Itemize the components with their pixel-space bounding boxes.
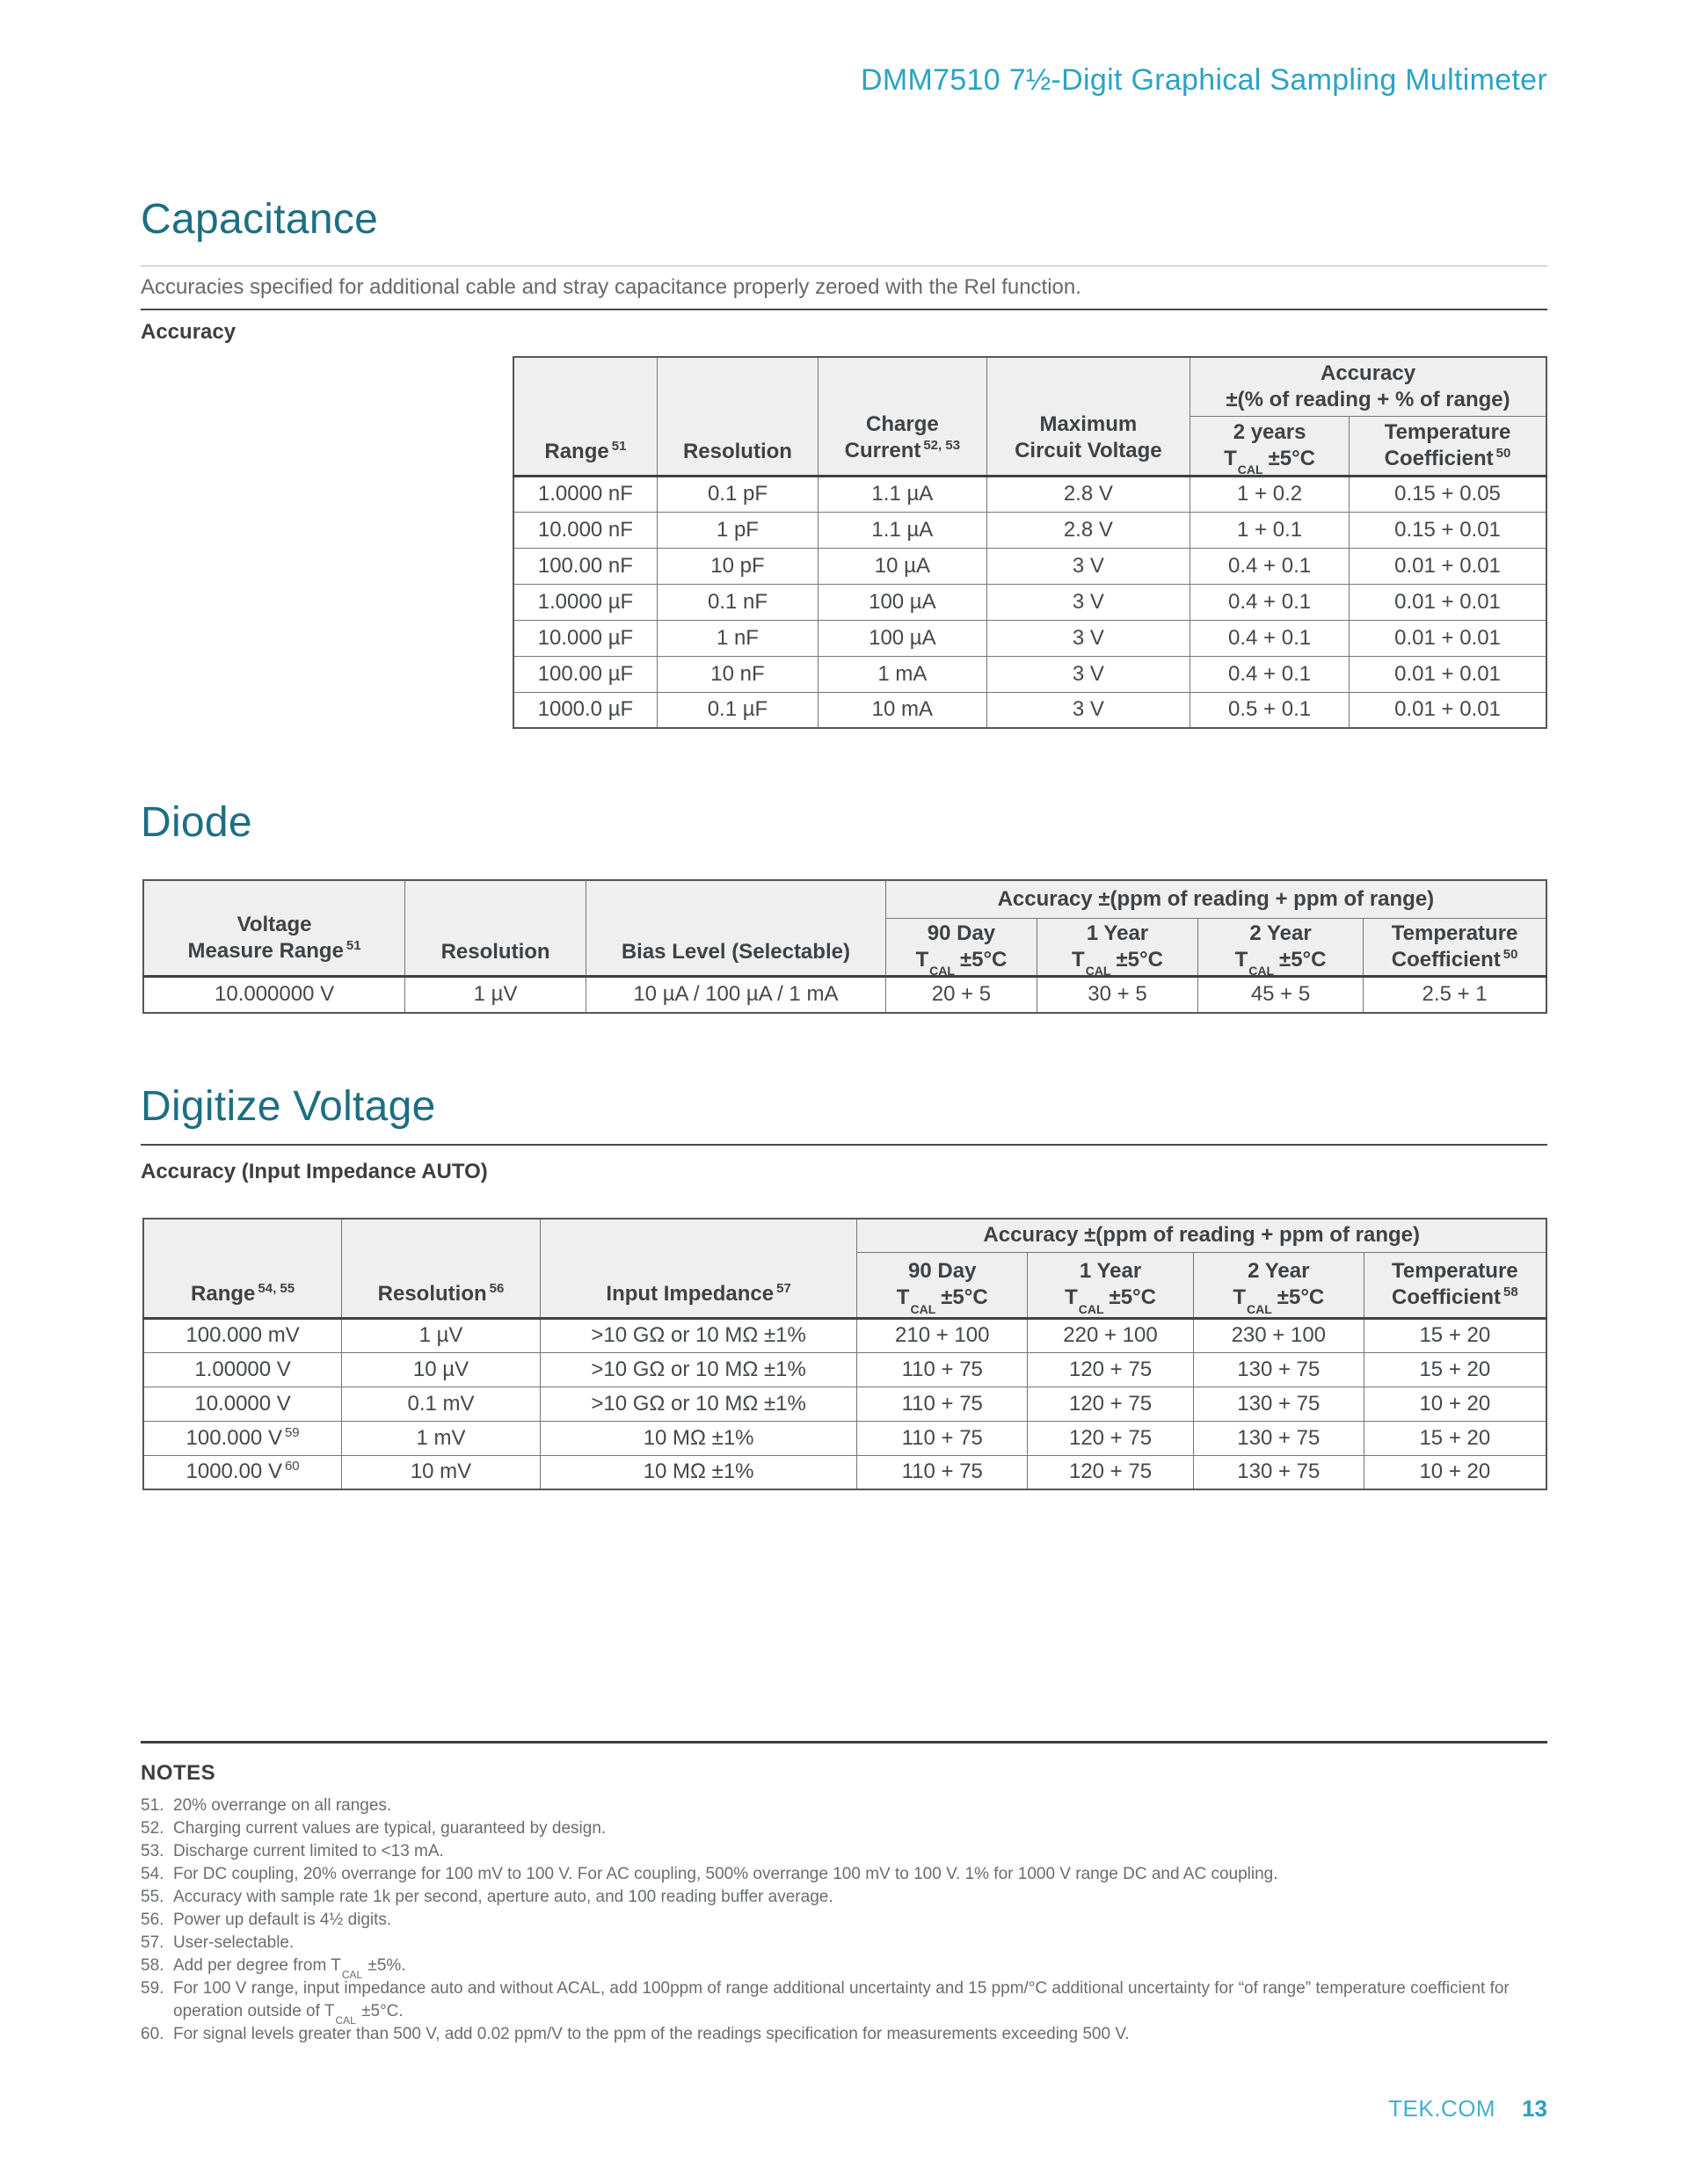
cell: 0.15 + 0.01	[1350, 512, 1546, 548]
cell: 1 µV	[405, 976, 586, 1013]
cell: 15 + 20	[1364, 1318, 1546, 1352]
table-row	[513, 584, 1546, 620]
cell: 10 mA	[819, 692, 987, 728]
cell: 0.5 + 0.1	[1190, 692, 1350, 728]
cell: 1 mA	[819, 656, 987, 692]
note-item: 52. Charging current values are typical, guaranteed by design.	[141, 1819, 607, 1838]
header-cell-range: Range $^{51}$	[513, 357, 657, 476]
cell: 210 + 100	[857, 1318, 1028, 1352]
cell: 3 V	[986, 620, 1190, 656]
cell: 10 MΩ ±1%	[540, 1421, 857, 1455]
note-item: 51. 20% overrange on all ranges.	[141, 1796, 392, 1815]
header-cell-2-year: 2 Year $T_{CAL} \pm 5^\circ C$	[1193, 1252, 1364, 1318]
table-row	[513, 512, 1546, 548]
cell: 10.0000 V	[143, 1387, 342, 1421]
cell: 100 µA	[819, 584, 987, 620]
cell: 20 + 5	[885, 976, 1037, 1013]
cell: 3 V	[986, 692, 1190, 728]
cell: 10.000 nF	[513, 512, 657, 548]
cell: 130 + 75	[1193, 1455, 1364, 1489]
digitize-accuracy-subheading: Accuracy (Input Impedance AUTO)	[141, 1160, 488, 1183]
cell: 1.1 µA	[819, 512, 987, 548]
cell: 130 + 75	[1193, 1421, 1364, 1455]
cell: 1 nF	[657, 620, 818, 656]
cell: 100.000 mV	[143, 1318, 342, 1352]
cell: 10 + 20	[1364, 1455, 1546, 1489]
header-cell-accuracy-group: Accuracy ±(% of reading + % of range)	[1190, 357, 1546, 416]
cell: >10 GΩ or 10 MΩ ±1%	[540, 1352, 857, 1387]
table-row	[513, 620, 1546, 656]
cell: 1.0000 µF	[513, 584, 657, 620]
cell: 10 pF	[657, 548, 818, 584]
cell: 100.000 V $^{59}$	[143, 1421, 342, 1455]
cell: 10 mV	[342, 1455, 541, 1489]
notes-list	[141, 1795, 1565, 2046]
cell: 0.1 mV	[342, 1387, 541, 1421]
header-cell-90-day: 90 Day $T_{CAL} \pm 5^\circ C$	[857, 1252, 1028, 1318]
section-title-diode: Diode	[141, 799, 252, 846]
cell: 120 + 75	[1028, 1352, 1194, 1387]
capacitance-description: Accuracies specified for additional cable and stray capacitance properly zeroed with the Rel function.	[141, 275, 1081, 299]
divider	[141, 1741, 1547, 1744]
cell: 0.1 pF	[657, 476, 818, 512]
cell: 120 + 75	[1028, 1455, 1194, 1489]
cell: 130 + 75	[1193, 1387, 1364, 1421]
cell: 3 V	[986, 656, 1190, 692]
cell: 45 + 5	[1197, 976, 1363, 1013]
header-cell-2-year: 2 Year $T_{CAL} \pm 5^\circ C$	[1197, 918, 1363, 976]
header-cell-temperature-coefficient: Temperature Coefficient $^{50}$	[1350, 416, 1546, 476]
cell: 100.00 nF	[513, 548, 657, 584]
header-cell-voltage-measure-range: Voltage Measure Range $^{51}$	[143, 880, 405, 976]
cell: 10 MΩ ±1%	[540, 1455, 857, 1489]
table-row	[143, 1352, 1546, 1387]
cell: 130 + 75	[1193, 1352, 1364, 1387]
cell: 230 + 100	[1193, 1318, 1364, 1352]
digitize-voltage-table	[142, 1218, 1547, 1490]
note-item: 55. Accuracy with sample rate 1k per second, aperture auto, and 100 reading buffer average.	[141, 1888, 833, 1906]
note-item: 57. User-selectable.	[141, 1933, 295, 1952]
page-title: DMM7510 7½-Digit Graphical Sampling Multimeter	[861, 63, 1547, 97]
note-item: 59. For 100 V range, input impedance auto and without ACAL, add 100ppm of range additional uncertainty and 15 ppm/°C additional uncertainty for “of range” temperature coefficient for operation outside of $T_{CAL} \pm 5^\circ C$.	[141, 1979, 1510, 2027]
table-row	[513, 656, 1546, 692]
cell: 0.4 + 0.1	[1190, 584, 1350, 620]
cell: 0.01 + 0.01	[1350, 584, 1546, 620]
cell: 10 µA / 100 µA / 1 mA	[586, 976, 886, 1013]
notes-heading: NOTES	[141, 1761, 216, 1785]
cell: 0.4 + 0.1	[1190, 656, 1350, 692]
cell: 1 + 0.2	[1190, 476, 1350, 512]
cell: 10 + 20	[1364, 1387, 1546, 1421]
page-footer	[1388, 2095, 1547, 2122]
cell: 1.0000 nF	[513, 476, 657, 512]
divider	[141, 309, 1547, 310]
header-cell-90-day: 90 Day $T_{CAL} \pm 5^\circ C$	[885, 918, 1037, 976]
note-item: 54. For DC coupling, 20% overrange for 100 mV to 100 V. For AC coupling, 500% overrange 100 mV to 100 V. 1% for 1000 V range DC and AC coupling.	[141, 1865, 1278, 1883]
diode-table	[142, 879, 1547, 1014]
header-cell-temperature-coefficient: Temperature Coefficient $^{58}$	[1364, 1252, 1546, 1318]
cell: >10 GΩ or 10 MΩ ±1%	[540, 1387, 857, 1421]
table-row	[513, 476, 1546, 512]
cell: 10.000000 V	[143, 976, 405, 1013]
cell: >10 GΩ or 10 MΩ ±1%	[540, 1318, 857, 1352]
cell: 0.01 + 0.01	[1350, 620, 1546, 656]
divider	[141, 1144, 1547, 1146]
cell: 110 + 75	[857, 1421, 1028, 1455]
header-cell-1-year: 1 Year $T_{CAL} \pm 5^\circ C$	[1037, 918, 1198, 976]
header-cell-charge-current: Charge Current $^{52, 53}$	[819, 357, 987, 476]
cell: 10 nF	[657, 656, 818, 692]
capacitance-table	[513, 356, 1547, 729]
cell: 0.01 + 0.01	[1350, 548, 1546, 584]
cell: 0.4 + 0.1	[1190, 548, 1350, 584]
header-cell-accuracy-group: Accuracy ±(ppm of reading + ppm of range)	[857, 1219, 1546, 1252]
header-cell-1-year: 1 Year $T_{CAL} \pm 5^\circ C$	[1028, 1252, 1194, 1318]
cell: 110 + 75	[857, 1455, 1028, 1489]
note-item: 56. Power up default is 4½ digits.	[141, 1911, 392, 1929]
cell: 15 + 20	[1364, 1352, 1546, 1387]
page-number: 13	[1522, 2095, 1547, 2122]
cell: 1 mV	[342, 1421, 541, 1455]
cell: 0.01 + 0.01	[1350, 656, 1546, 692]
note-item: 58. Add per degree from $T_{CAL} \pm 5\%$.	[141, 1956, 406, 1981]
cell: 100 µA	[819, 620, 987, 656]
header-cell-bias-level: Bias Level (Selectable)	[586, 880, 886, 976]
header-cell-max-circuit-voltage: Maximum Circuit Voltage	[986, 357, 1190, 476]
cell: 0.15 + 0.05	[1350, 476, 1546, 512]
tek-com-link[interactable]: TEK.COM	[1388, 2095, 1496, 2122]
table-row	[143, 1387, 1546, 1421]
cell: 100.00 µF	[513, 656, 657, 692]
cell: 0.01 + 0.01	[1350, 692, 1546, 728]
cell: 1 pF	[657, 512, 818, 548]
cell: 1.00000 V	[143, 1352, 342, 1387]
cell: 220 + 100	[1028, 1318, 1194, 1352]
section-title-digitize-voltage: Digitize Voltage	[141, 1083, 436, 1130]
cell: 1000.00 V $^{60}$	[143, 1455, 342, 1489]
header-cell-accuracy-group: Accuracy ±(ppm of reading + ppm of range)	[885, 880, 1546, 918]
cell: 10 µV	[342, 1352, 541, 1387]
cell: 120 + 75	[1028, 1421, 1194, 1455]
note-item: 53. Discharge current limited to <13 mA.	[141, 1842, 444, 1860]
cell: 2.5 + 1	[1364, 976, 1546, 1013]
cell: 1 µV	[342, 1318, 541, 1352]
cell: 0.1 nF	[657, 584, 818, 620]
cell: 10.000 µF	[513, 620, 657, 656]
table-row	[143, 1421, 1546, 1455]
cell: 0.1 µF	[657, 692, 818, 728]
note-item: 60. For signal levels greater than 500 V, add 0.02 ppm/V to the ppm of the readings specification for measurements exceeding 500 V.	[141, 2025, 1130, 2043]
cell: 120 + 75	[1028, 1387, 1194, 1421]
table-row	[143, 1455, 1546, 1489]
capacitance-accuracy-subheading: Accuracy	[141, 320, 236, 344]
cell: 110 + 75	[857, 1387, 1028, 1421]
section-title-capacitance: Capacitance	[141, 196, 379, 243]
header-cell-resolution: Resolution $^{56}$	[342, 1219, 541, 1318]
cell: 10 µA	[819, 548, 987, 584]
cell: 3 V	[986, 548, 1190, 584]
cell: 15 + 20	[1364, 1421, 1546, 1455]
table-row	[143, 1318, 1546, 1352]
header-cell-2-years: 2 years $T_{CAL} \pm 5^\circ C$	[1190, 416, 1350, 476]
header-cell-resolution: Resolution	[657, 357, 818, 476]
cell: 2.8 V	[986, 512, 1190, 548]
cell: 0.4 + 0.1	[1190, 620, 1350, 656]
table-row	[513, 548, 1546, 584]
header-cell-range: Range $^{54, 55}$	[143, 1219, 342, 1318]
cell: 1000.0 µF	[513, 692, 657, 728]
cell: 3 V	[986, 584, 1190, 620]
cell: 1.1 µA	[819, 476, 987, 512]
header-cell-resolution: Resolution	[405, 880, 586, 976]
header-cell-temperature-coefficient: Temperature Coefficient $^{50}$	[1364, 918, 1546, 976]
table-row	[513, 692, 1546, 728]
header-cell-input-impedance: Input Impedance $^{57}$	[540, 1219, 857, 1318]
cell: 2.8 V	[986, 476, 1190, 512]
cell: 110 + 75	[857, 1352, 1028, 1387]
cell: 30 + 5	[1037, 976, 1198, 1013]
cell: 1 + 0.1	[1190, 512, 1350, 548]
table-row	[143, 976, 1546, 1013]
